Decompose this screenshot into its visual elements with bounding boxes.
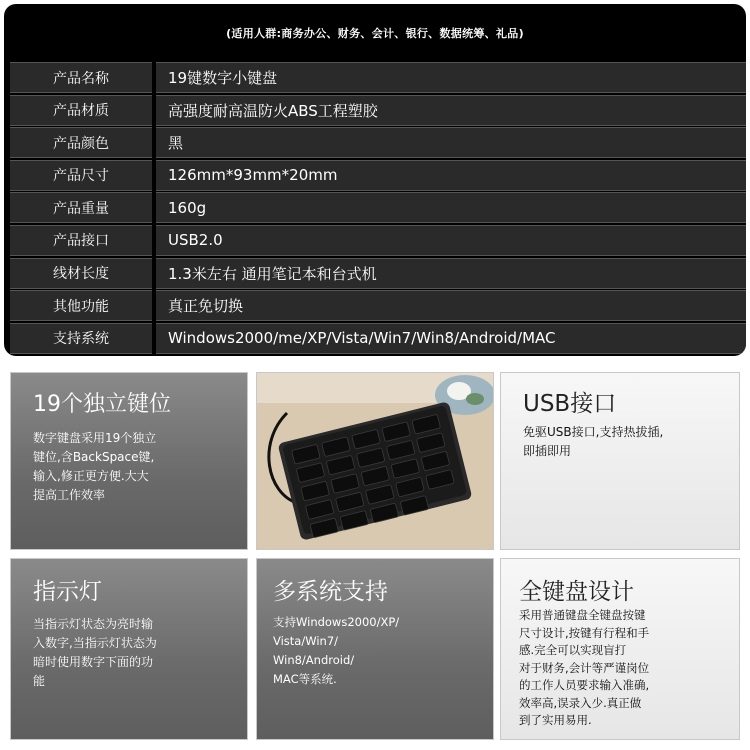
feature-text-line: 键位,含BackSpace键, <box>33 450 155 464</box>
spec-value: 高强度耐高温防火ABS工程塑胶 <box>156 95 746 126</box>
feature-text-line: 采用普通键盘全键盘按键 <box>519 608 646 622</box>
feature-text <box>273 613 483 689</box>
feature-text-line: Vista/Win7/ <box>273 634 339 648</box>
feature-text <box>33 429 237 505</box>
spec-label: 产品颜色 <box>10 127 152 158</box>
feature-text-line: 暗时使用数字下面的功 <box>33 655 154 669</box>
feature-tile-os <box>256 558 494 740</box>
feature-title: 全键盘设计 <box>519 579 634 605</box>
spec-label: 产品材质 <box>10 95 152 126</box>
spec-value: Windows2000/me/XP/Vista/Win7/Win8/Android/MAC <box>156 323 746 354</box>
feature-text <box>33 615 237 691</box>
feature-tile-keys <box>10 372 248 550</box>
spec-label: 产品名称 <box>10 62 152 93</box>
keypad-product-photo <box>256 372 494 550</box>
feature-text <box>523 423 729 461</box>
spec-row-interface <box>10 225 746 256</box>
spec-row-material <box>10 95 746 126</box>
feature-text-line: 对于财务,会计等严谨岗位 <box>519 660 650 675</box>
spec-value: USB2.0 <box>156 225 746 256</box>
spec-value: 160g <box>156 192 746 223</box>
spec-row-other <box>10 290 746 321</box>
feature-title: USB接口 <box>523 391 617 417</box>
feature-text-line: 当指示灯状态为亮时输 <box>33 617 154 631</box>
spec-label: 其他功能 <box>10 290 152 321</box>
feature-text-line: 尺寸设计,按键有行程和手 <box>519 625 650 640</box>
spec-value: 126mm*93mm*20mm <box>156 160 746 191</box>
spec-label: 产品接口 <box>10 225 152 256</box>
feature-text-line: 感.完全可以实现盲打 <box>519 643 627 657</box>
spec-value: 1.3米左右 通用笔记本和台式机 <box>156 258 746 289</box>
feature-text-line: 提高工作效率 <box>33 488 106 502</box>
feature-text-line: 效率高,误录入少.真正做 <box>519 695 642 710</box>
feature-title: 多系统支持 <box>273 579 388 605</box>
spec-row-name <box>10 62 746 93</box>
spec-row-systems <box>10 323 746 354</box>
feature-tile-full-size <box>500 558 740 740</box>
feature-text-line: 到了实用易用. <box>519 713 592 727</box>
spec-panel <box>4 4 746 356</box>
spec-label: 产品重量 <box>10 192 152 223</box>
feature-text-line: 数字键盘采用19个独立 <box>33 431 157 445</box>
spec-label: 支持系统 <box>10 323 152 354</box>
feature-title: 指示灯 <box>33 579 102 605</box>
spec-row-weight <box>10 192 746 223</box>
feature-text-line: 能 <box>33 674 46 688</box>
feature-text <box>519 607 729 730</box>
spec-label: 产品尺寸 <box>10 160 152 191</box>
feature-text-line: 入数字,当指示灯状态为 <box>33 636 157 650</box>
spec-row-size <box>10 160 746 191</box>
spec-row-cable <box>10 258 746 289</box>
keypad-illustration <box>257 373 494 550</box>
feature-tile-usb <box>500 372 740 550</box>
spec-label: 线材长度 <box>10 258 152 289</box>
feature-text-line: 免驱USB接口,支持热拔插, <box>523 425 664 439</box>
feature-text-line: 的工作人员要求输入准确, <box>519 678 650 692</box>
spec-value: 19键数字小键盘 <box>156 62 746 93</box>
spec-value: 真正免切换 <box>156 290 746 321</box>
feature-text-line: Win8/Android/ <box>273 653 355 667</box>
feature-text-line: 支持Windows2000/XP/ <box>273 615 400 629</box>
feature-text-line: MAC等系统. <box>273 672 337 686</box>
spec-row-color <box>10 127 746 158</box>
feature-title: 19个独立键位 <box>33 392 171 417</box>
feature-tile-indicator <box>10 558 248 740</box>
audience-header: (适用人群:商务办公、财务、会计、银行、数据统筹、礼品) <box>226 27 524 40</box>
feature-text-line: 输入,修正更方便.大大 <box>33 469 149 483</box>
spec-value: 黑 <box>156 127 746 158</box>
feature-text-line: 即插即用 <box>523 444 572 458</box>
spec-table <box>10 62 746 355</box>
